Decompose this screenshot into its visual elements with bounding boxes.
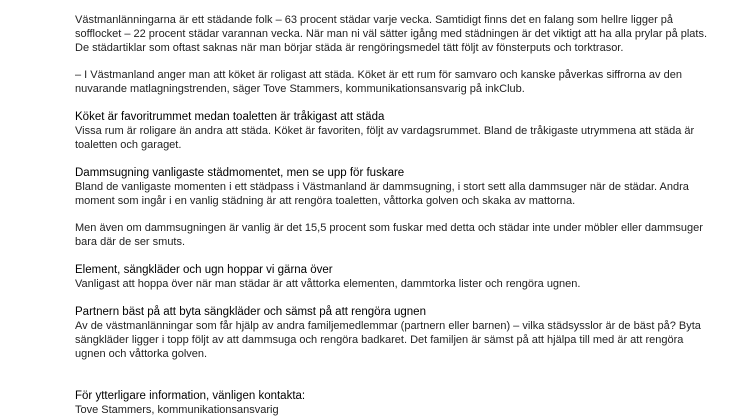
section-text-kitchen: Vissa rum är roligare än andra att städa. Köket är favoriten, följt av vardagsrummet. Bland de tråkigaste utrymmena att städa är toaletten och garaget. (75, 125, 695, 151)
intro-paragraph: Västmanlänningarna är ett städande folk – 63 procent städar varje vecka. Samtidigt finns det en falang som hellre ligger på sofflocket – 22 procent städar varannan vecka. När man ni väl sätter igång med städningen är det viktigt att ha alla prylar på plats. De städartiklar som oftast saknas när man börjar städa är rengöringsmedel tätt följt av fönsterputs och torktrasor. (75, 14, 708, 54)
section-heading-skipped: Element, sängkläder och ugn hoppar vi gärna över (75, 264, 333, 276)
section-text-vacuum: Bland de vanligaste momenten i ett städpass i Västmanland är dammsugning, i stort sett alla dammsuger när de städar. Andra moment som ingår i en vanlig städning är att rengöra toaletten, våttorka golven och skaka av mattorna. (75, 181, 689, 207)
section-heading-partner: Partnern bäst på att byta sängkläder och sämst på att rengöra ugnen (75, 306, 426, 318)
contact-heading: För ytterligare information, vänligen kontakta: (75, 390, 306, 402)
section-text-vacuum-cheaters: Men även om dammsugningen är vanlig är det 15,5 procent som fuskar med detta och städar inte under möbler eller dammsuger bara där de ser smuts. (75, 222, 703, 248)
article-body (75, 13, 715, 417)
section-text-skipped: Vanligast att hoppa över när man städar är att våttorka elementen, dammtorka lister och rengöra ugnen. (75, 278, 581, 290)
contact-name: Tove Stammers, kommunikationsansvarig (75, 404, 279, 416)
quote-paragraph: – I Västmanland anger man att köket är roligast att städa. Köket är ett rum för samvaro och kanske påverkas siffrorna av den nuvarande matlagningstrenden, säger Tove Stammers, kommunikationsansvarig på inkClub. (75, 69, 682, 95)
section-text-partner: Av de västmanlänningar som får hjälp av andra familjemedlemmar (partnern eller barnen) – vilka städsysslor är de bäst på? Byta sängkläder ligger i topp följt av att dammsuga och rengöra badkaret. Det familjen är sämst på att hjälpa till med är att rengöra ugnen och våttorka golven. (75, 320, 701, 360)
section-heading-kitchen: Köket är favoritrummet medan toaletten är tråkigast att städa (75, 111, 385, 123)
section-heading-vacuum: Dammsugning vanligaste städmomentet, men se upp för fuskare (75, 167, 405, 179)
